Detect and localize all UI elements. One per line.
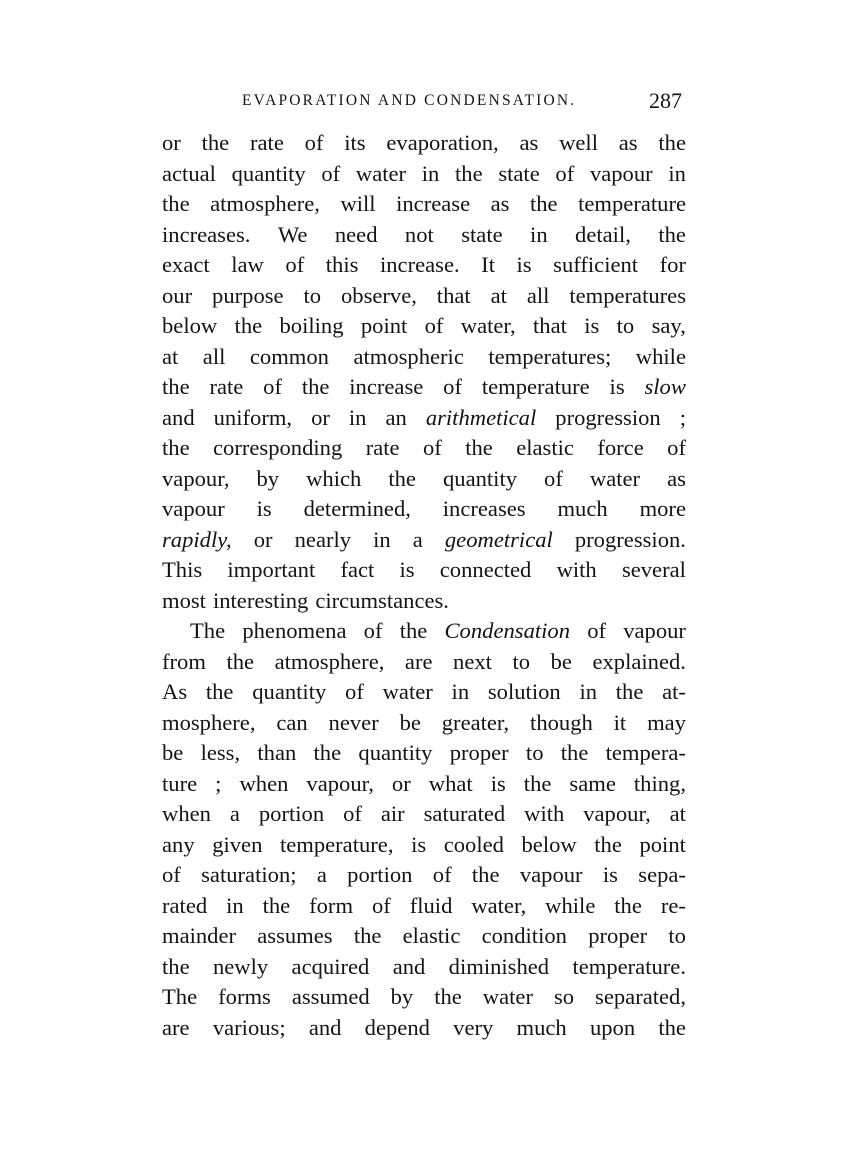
word: of (304, 130, 324, 155)
text-line (162, 403, 686, 434)
word: of (443, 374, 462, 399)
word: progression (555, 404, 661, 430)
word: is (609, 374, 625, 399)
word: mosphere, (162, 709, 256, 735)
word: water (355, 160, 407, 186)
word: is (602, 862, 618, 887)
word: most (162, 587, 206, 613)
word: the (471, 862, 500, 887)
word: in (226, 892, 244, 918)
italic-word: geometrical (444, 526, 553, 552)
word: diminished (448, 953, 550, 979)
word: in (451, 679, 470, 704)
word: sepa- (638, 862, 686, 887)
page-number: 287 (649, 88, 682, 113)
text-line (162, 830, 686, 861)
word: of (667, 435, 686, 460)
text-line (162, 860, 686, 891)
word: of (363, 618, 383, 643)
word: it (613, 709, 627, 735)
word: is (516, 252, 532, 277)
word: of (555, 160, 575, 186)
word: water (482, 984, 533, 1009)
word: in (421, 160, 440, 186)
word: uniform, (213, 404, 293, 430)
word: mainder (162, 923, 237, 948)
text-line (162, 586, 686, 617)
text-line (162, 891, 686, 922)
word: less, (200, 740, 241, 765)
word: the (658, 130, 686, 155)
word: at (669, 801, 686, 826)
text-line (162, 769, 686, 800)
word: acquired (291, 953, 370, 979)
word: as (490, 191, 510, 216)
text-line (162, 311, 686, 342)
word: more (639, 496, 686, 521)
word: or (311, 404, 330, 430)
word: which (306, 465, 362, 491)
word: increase. (379, 252, 460, 277)
italic-word: arithmetical (425, 404, 537, 430)
word: as (618, 130, 638, 155)
word: ; (679, 404, 686, 430)
word: the (455, 160, 483, 186)
word: force (597, 435, 644, 460)
word: by (256, 465, 280, 491)
word: all (202, 343, 226, 369)
word: atmosphere, (210, 191, 320, 216)
word: be (550, 648, 572, 674)
word: proper (588, 923, 648, 948)
word: temperature (481, 374, 590, 399)
running-head (162, 88, 686, 120)
word: ; (215, 770, 222, 796)
word: actual (162, 160, 216, 186)
word: while (635, 343, 686, 369)
word: to (616, 313, 635, 338)
word: the (226, 648, 255, 674)
word: at (490, 282, 507, 308)
word: temperature, (279, 831, 394, 857)
text-line (162, 220, 686, 251)
word: of (371, 892, 391, 918)
word: is (256, 496, 272, 521)
word: water, (460, 313, 516, 338)
word: of (432, 862, 452, 887)
word: boiling (279, 313, 344, 338)
word: the (162, 435, 190, 460)
word: is (399, 557, 415, 582)
word: than (257, 740, 297, 765)
word: temperatures (569, 282, 686, 308)
word: the (658, 221, 686, 247)
word: of (343, 801, 362, 826)
word: vapour (589, 160, 653, 186)
word: with (524, 801, 565, 826)
word: at (162, 343, 179, 369)
word: tempera- (605, 740, 686, 765)
word: elastic (516, 435, 574, 460)
word: the (594, 831, 622, 857)
word: of (587, 618, 607, 643)
text-line (162, 342, 686, 373)
word: We (277, 221, 308, 247)
word: in (348, 404, 367, 430)
word: rate (209, 374, 244, 399)
word: the (465, 435, 493, 460)
word: assumed (291, 984, 370, 1009)
text-line (162, 555, 686, 586)
word: thing, (633, 770, 686, 796)
word: quantity (442, 465, 518, 491)
word: of (345, 679, 364, 704)
word: As (162, 679, 188, 704)
word: well (559, 130, 598, 155)
word: form (309, 892, 354, 918)
text-line (162, 464, 686, 495)
word: the (205, 679, 234, 704)
word: its (344, 130, 366, 155)
word: though (530, 709, 593, 735)
word: forms (218, 984, 271, 1009)
word: vapour, (162, 465, 230, 491)
word: It (481, 252, 495, 277)
word: below (162, 313, 218, 338)
word: to (303, 282, 322, 308)
word: quantity (358, 740, 433, 765)
body-text (162, 128, 686, 1043)
word: the (615, 679, 644, 704)
word: The (190, 618, 226, 643)
word: the (162, 953, 190, 979)
text-line (162, 982, 686, 1013)
text-line (162, 677, 686, 708)
word: increases. (162, 221, 251, 247)
word: of (422, 435, 442, 460)
word: fact (340, 557, 375, 582)
text-line (162, 708, 686, 739)
word: newly (212, 953, 269, 979)
text-line (162, 433, 686, 464)
word: progression. (574, 526, 686, 552)
word: much (557, 496, 608, 521)
word: the (388, 465, 416, 491)
word: point (639, 831, 686, 857)
word: what (428, 770, 473, 796)
word: next (453, 648, 492, 674)
word: vapour, (583, 801, 651, 826)
word: for (659, 252, 686, 277)
word: of (544, 465, 563, 491)
word: important (227, 557, 316, 582)
word: that (533, 313, 567, 338)
word: any (162, 831, 195, 857)
word: water, (471, 892, 527, 918)
word: portion (347, 862, 413, 887)
word: the (301, 374, 330, 399)
italic-word: rapidly, (162, 526, 232, 552)
word: are (162, 1014, 190, 1040)
italic-word: Condensation (444, 618, 571, 643)
word: the (614, 892, 642, 918)
word: by (390, 984, 414, 1009)
word: solution (487, 679, 561, 704)
word: from (162, 648, 206, 674)
word: determined, (303, 496, 411, 521)
word: a (229, 801, 240, 826)
running-title: EVAPORATION AND CONDENSATION. (242, 92, 577, 109)
word: the (201, 130, 230, 155)
word: be (162, 740, 184, 765)
word: is (490, 770, 506, 796)
word: vapour (623, 618, 686, 643)
word: to (525, 740, 544, 765)
word: temperature. (572, 953, 686, 979)
word: the (523, 770, 552, 796)
text-line (162, 494, 686, 525)
word: is (411, 831, 427, 857)
word: or (391, 770, 411, 796)
word: of (162, 862, 181, 887)
word: a (316, 862, 327, 887)
word: vapour (519, 862, 583, 887)
text-line (162, 921, 686, 952)
word: sufficient (553, 252, 639, 277)
word: in (530, 221, 548, 247)
word: law (231, 252, 264, 277)
word: in (668, 160, 686, 186)
word: rate (250, 130, 284, 155)
text-line (162, 1013, 686, 1044)
word: increase (396, 191, 471, 216)
word: evaporation, (386, 130, 499, 155)
word: state (498, 160, 540, 186)
word: much (516, 1014, 567, 1040)
word: proper (449, 740, 509, 765)
word: state (461, 221, 503, 247)
word: of (424, 313, 444, 338)
word: saturation; (201, 862, 297, 887)
word: or (162, 130, 181, 155)
word: need (334, 221, 378, 247)
word: upon (589, 1014, 636, 1040)
word: as (667, 465, 686, 491)
word: the (313, 740, 342, 765)
word: assumes (257, 923, 333, 948)
word: may (647, 709, 686, 735)
word: as (519, 130, 539, 155)
word: the (560, 740, 589, 765)
word: atmosphere, (274, 648, 385, 674)
italic-word: slow (644, 374, 686, 399)
word: temperatures; (488, 343, 612, 369)
word: water (382, 679, 433, 704)
word: quantity (231, 160, 306, 186)
word: common (249, 343, 329, 369)
word: the (353, 923, 382, 948)
word: connected (439, 557, 532, 582)
word: this (325, 252, 359, 277)
word: detail, (575, 221, 631, 247)
word: depend (364, 1014, 430, 1040)
word: The (162, 984, 198, 1009)
word: observe, (340, 282, 417, 308)
word: in (579, 679, 598, 704)
word: increase (349, 374, 424, 399)
word: at- (662, 679, 686, 704)
word: ture (162, 770, 198, 796)
word: our (162, 282, 193, 308)
word: portion (258, 801, 325, 826)
word: nearly (294, 526, 352, 552)
text-line (162, 647, 686, 678)
text-line (162, 250, 686, 281)
text-line (162, 189, 686, 220)
word: say, (651, 313, 686, 338)
word: the (262, 892, 291, 918)
word: several (621, 557, 686, 582)
word: be (399, 709, 421, 735)
word: greater, (441, 709, 510, 735)
word: the (658, 1014, 686, 1040)
word: to (512, 648, 531, 674)
word: and (162, 404, 195, 430)
word: so (553, 984, 575, 1009)
word: is (584, 313, 600, 338)
word: explained. (592, 648, 686, 674)
word: same (569, 770, 616, 796)
text-line (162, 616, 686, 647)
word: the (162, 374, 190, 399)
word: vapour, (306, 770, 374, 796)
word: while (545, 892, 596, 918)
word: when (239, 770, 289, 796)
word: a (412, 526, 423, 552)
word: below (521, 831, 577, 857)
word: purpose (212, 282, 284, 308)
word: with (556, 557, 597, 582)
word: the (162, 191, 190, 216)
text-line (162, 159, 686, 190)
word: given (212, 831, 263, 857)
word: and (392, 953, 426, 979)
word: not (404, 221, 434, 247)
word: quantity (252, 679, 327, 704)
word: of (285, 252, 305, 277)
word: are (404, 648, 433, 674)
word: separated, (595, 984, 686, 1009)
word: the (399, 618, 428, 643)
word: interesting (212, 587, 309, 613)
word: This (162, 557, 203, 582)
word: or (253, 526, 273, 552)
word: the (529, 191, 558, 216)
word: the (434, 984, 462, 1009)
text-line (162, 799, 686, 830)
word: can (276, 709, 308, 735)
word: elastic (402, 923, 461, 948)
word: corresponding (213, 435, 343, 460)
word: all (526, 282, 550, 308)
word: and (308, 1014, 342, 1040)
word: re- (660, 892, 686, 918)
word: never (328, 709, 379, 735)
word: circumstances. (315, 587, 449, 613)
word: point (360, 313, 408, 338)
text-line (162, 281, 686, 312)
word: of (263, 374, 282, 399)
word: fluid (409, 892, 453, 918)
word: vapour (162, 496, 225, 521)
word: atmospheric (353, 343, 464, 369)
word: phenomena (242, 618, 347, 643)
word: in (373, 526, 391, 552)
word: condition (481, 923, 567, 948)
text-line (162, 525, 686, 556)
word: water (589, 465, 641, 491)
word: saturated (423, 801, 506, 826)
text-line (162, 372, 686, 403)
word: increases (442, 496, 526, 521)
word: very (453, 1014, 494, 1040)
text-line (162, 128, 686, 159)
word: will (340, 191, 376, 216)
word: rate (365, 435, 400, 460)
word: an (385, 404, 407, 430)
word: to (668, 923, 686, 948)
text-line (162, 738, 686, 769)
word: the (234, 313, 263, 338)
word: that (436, 282, 471, 308)
word: exact (162, 252, 210, 277)
word: cooled (443, 831, 504, 857)
word: of (321, 160, 341, 186)
text-line (162, 952, 686, 983)
word: rated (162, 892, 208, 918)
word: various; (212, 1014, 286, 1040)
word: air (380, 801, 405, 826)
word: when (162, 801, 211, 826)
word: temperature (578, 191, 686, 216)
